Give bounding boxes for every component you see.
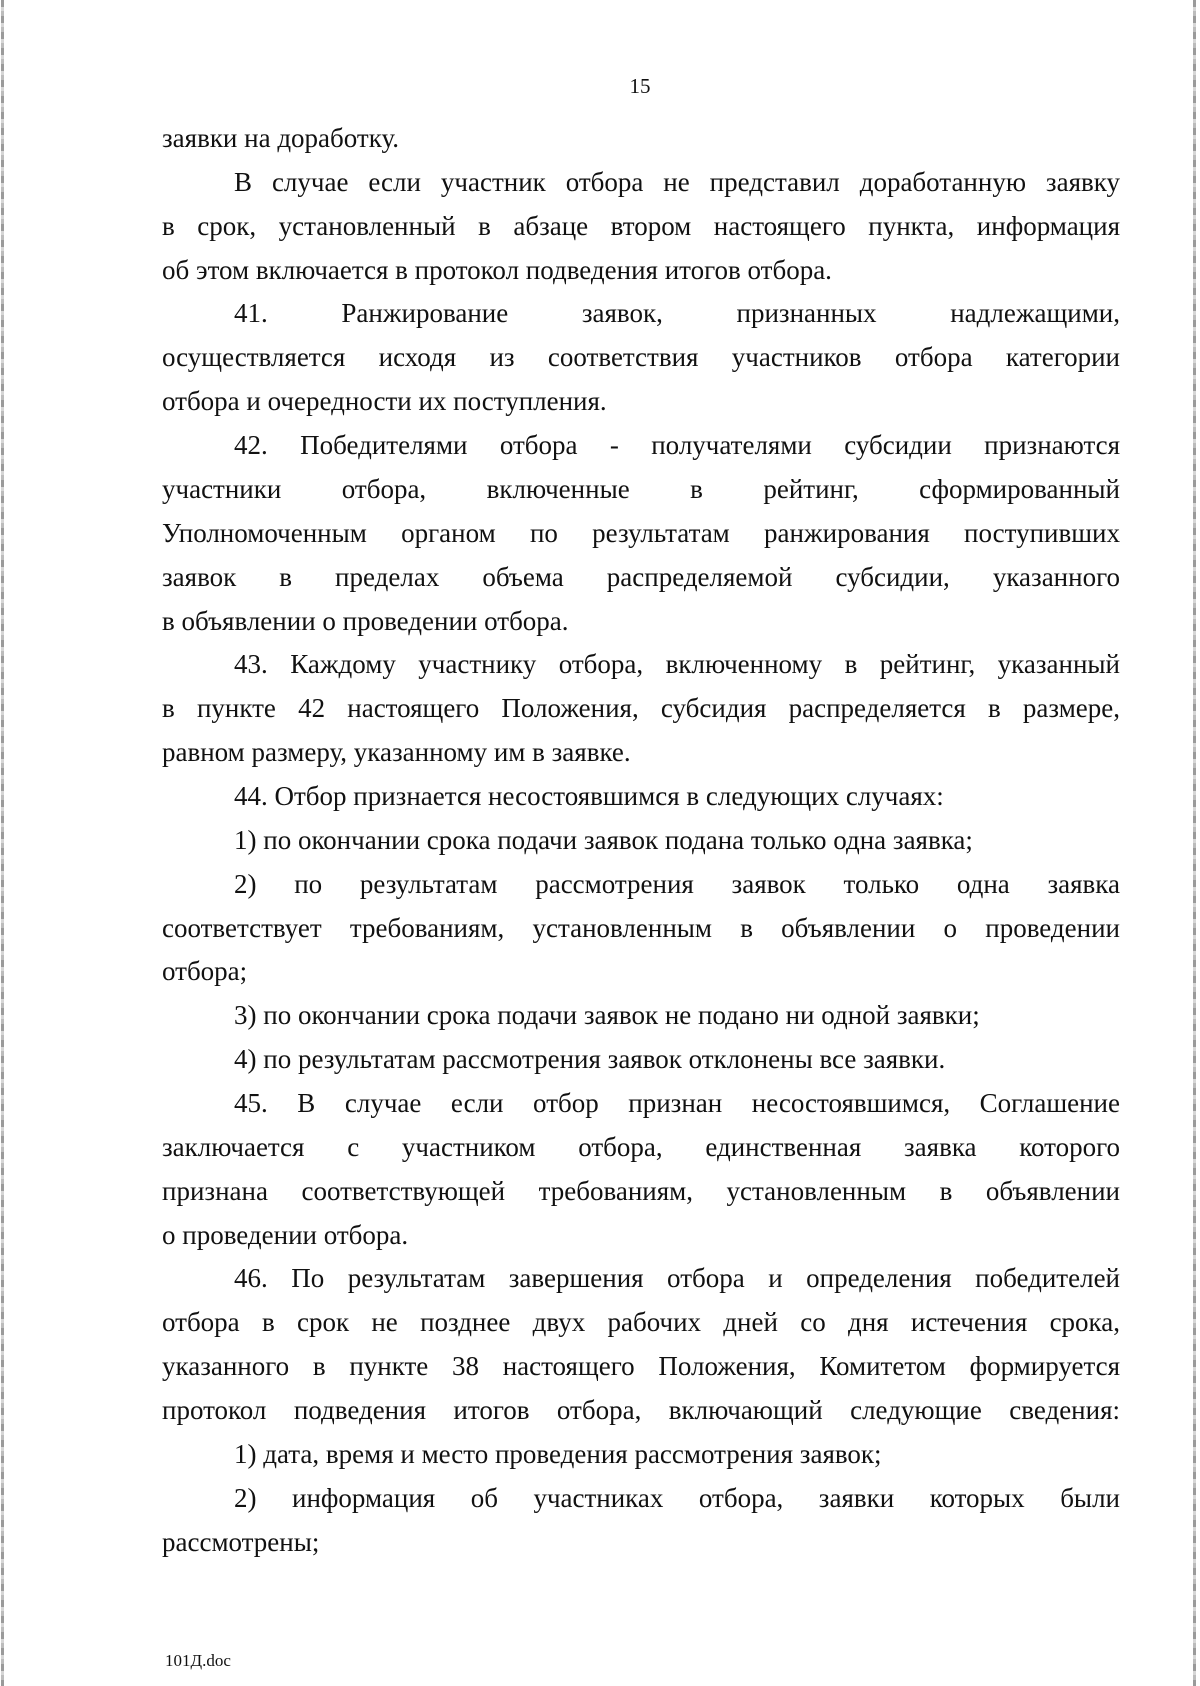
paragraph-line: В случае если участник отбора не представил доработанную заявку	[234, 167, 1120, 197]
paragraph-line: 41. Ранжирование заявок, признанных надлежащими,	[234, 298, 1120, 328]
paragraph-line: отбора;	[162, 956, 248, 986]
paragraph-line: рассмотрены;	[162, 1527, 320, 1557]
paragraph-line: 4) по результатам рассмотрения заявок отклонены все заявки.	[234, 1044, 946, 1074]
paragraph-line: протокол подведения итогов отбора, включающий следующие сведения:	[162, 1395, 1120, 1425]
scan-right-edge	[1193, 0, 1196, 1686]
paragraph-line: 2) информация об участниках отбора, заявки которых были	[234, 1483, 1120, 1513]
paragraph-line: указанного в пункте 38 настоящего Положения, Комитетом формируется	[162, 1351, 1120, 1381]
paragraph-line: соответствует требованиям, установленным в объявлении о проведении	[162, 913, 1120, 943]
paragraph-line: о проведении отбора.	[162, 1220, 409, 1250]
paragraph-line: отбора и очередности их поступления.	[162, 386, 607, 416]
scan-left-edge	[1, 0, 4, 1686]
paragraph-line: осуществляется исходя из соответствия участников отбора категории	[162, 342, 1120, 372]
paragraph-line: 1) дата, время и место проведения рассмотрения заявок;	[234, 1439, 882, 1469]
paragraph-line: в объявлении о проведении отбора.	[162, 606, 569, 636]
paragraph-line: 1) по окончании срока подачи заявок подана только одна заявка;	[234, 825, 973, 855]
paragraph-line: в пункте 42 настоящего Положения, субсидия распределяется в размере,	[162, 693, 1120, 723]
paragraph-line: в срок, установленный в абзаце втором настоящего пункта, информация	[162, 211, 1120, 241]
paragraph-line: 43. Каждому участнику отбора, включенному в рейтинг, указанный	[234, 649, 1120, 679]
paragraph-line: заключается с участником отбора, единственная заявка которого	[162, 1132, 1120, 1162]
paragraph-line: заявок в пределах объема распределяемой субсидии, указанного	[162, 562, 1120, 592]
paragraph-line: признана соответствующей требованиям, установленным в объявлении	[162, 1176, 1120, 1206]
paragraph-line: 42. Победителями отбора - получателями субсидии признаются	[234, 430, 1120, 460]
paragraph-line: участники отбора, включенные в рейтинг, сформированный	[162, 474, 1120, 504]
paragraph-line: равном размеру, указанному им в заявке.	[162, 737, 631, 767]
paragraph-line: Уполномоченным органом по результатам ранжирования поступивших	[162, 518, 1120, 548]
paragraph-line: 2) по результатам рассмотрения заявок только одна заявка	[234, 869, 1120, 899]
paragraph-line: заявки на доработку.	[162, 123, 400, 153]
paragraph-line: отбора в срок не позднее двух рабочих дней со дня истечения срока,	[162, 1307, 1120, 1337]
paragraph-line: 46. По результатам завершения отбора и определения победителей	[234, 1263, 1120, 1293]
page-number: 15	[629, 74, 651, 98]
paragraph-line: 3) по окончании срока подачи заявок не подано ни одной заявки;	[234, 1000, 980, 1030]
paragraph-line: 45. В случае если отбор признан несостоявшимся, Соглашение	[234, 1088, 1120, 1118]
file-name-footer: 101Д.doc	[165, 1651, 231, 1670]
paragraph-line: 44. Отбор признается несостоявшимся в следующих случаях:	[234, 781, 944, 811]
paragraph-line: об этом включается в протокол подведения итогов отбора.	[162, 255, 832, 285]
